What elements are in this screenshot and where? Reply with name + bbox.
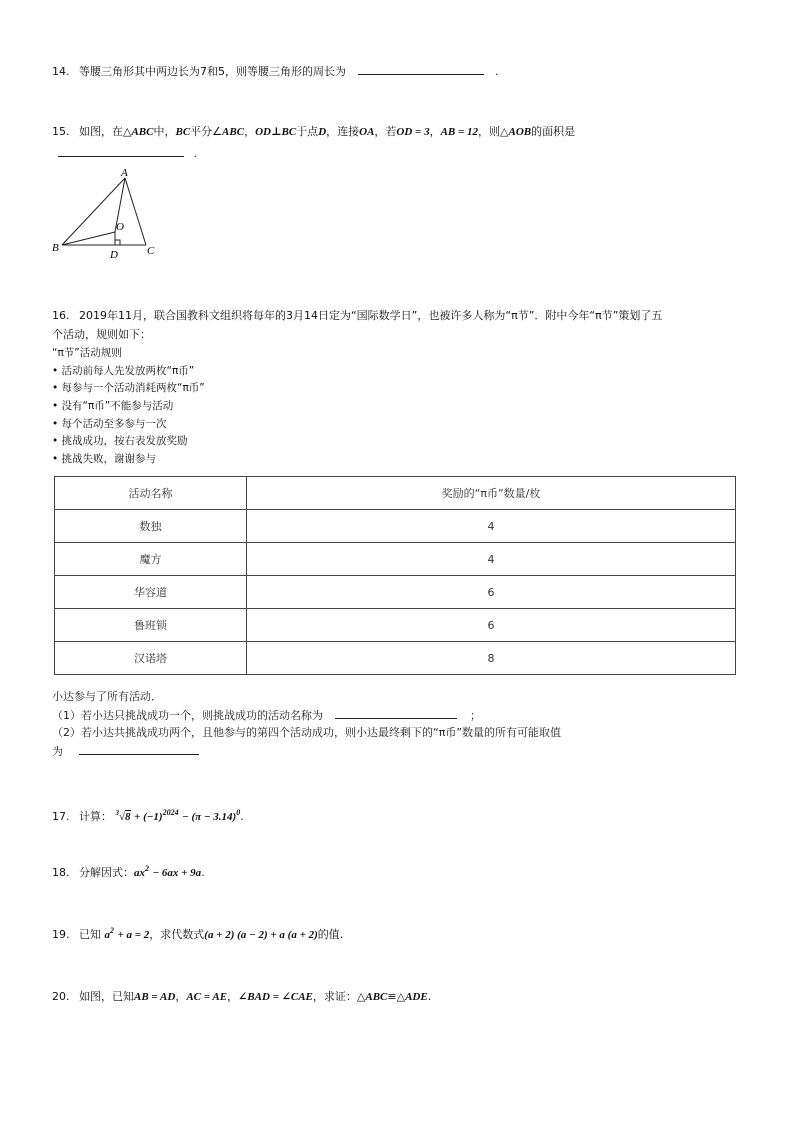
answer-blank[interactable] (79, 744, 199, 755)
question-label: 计算： (79, 810, 112, 823)
activity-name-cell: 数独 (55, 510, 247, 543)
activity-name-cell: 汉诺塔 (55, 642, 247, 675)
rule-item: • 每参与一个活动消耗两枚“π币” (52, 382, 205, 394)
reward-cell: 6 (247, 609, 736, 642)
reward-cell: 4 (247, 543, 736, 576)
question-text: ， (244, 125, 256, 138)
question-text: ， (429, 125, 441, 138)
question-text: ，连接 (326, 125, 360, 138)
question-number: 18. (52, 866, 70, 879)
math-term: AB = AD (134, 991, 176, 1003)
radical-sign: √ (119, 811, 126, 823)
table-header-cell: 活动名称 (55, 477, 247, 510)
question-text: 如图，在△ (79, 125, 132, 138)
rule-item: • 挑战成功，按右表发放奖励 (52, 435, 188, 447)
question-19 (52, 928, 343, 942)
question-15-answer-line (58, 146, 197, 161)
question-end: . (240, 810, 244, 823)
question-15 (52, 125, 575, 139)
question-number: 14. (52, 65, 70, 78)
answer-blank[interactable] (335, 708, 457, 719)
rules-title: “π节”活动规则 (52, 347, 122, 359)
activity-name-cell: 华容道 (55, 576, 247, 609)
math-oa: OA (359, 126, 375, 138)
radicand: 8 (125, 811, 131, 823)
question-number: 15. (52, 125, 70, 138)
math-term: − 6ax + 9a (152, 867, 202, 879)
question-end: . (201, 866, 205, 879)
question-end: . (495, 65, 499, 78)
question-16-statement: 小达参与了所有活动． (52, 690, 162, 703)
question-text: 已知 (79, 928, 101, 941)
segment-ac (125, 178, 146, 245)
math-od-perp: OD⊥BC (255, 126, 297, 138)
exponent: 2 (145, 864, 149, 873)
label-d: D (110, 249, 118, 261)
question-number: 19. (52, 928, 70, 941)
triangle-figure (48, 164, 168, 262)
question-text: ， (175, 990, 187, 1003)
reward-cell: 4 (247, 510, 736, 543)
sub-question-2-line2 (52, 744, 199, 759)
congruence-symbol: ≌△ (387, 990, 406, 1003)
table-row (55, 609, 736, 642)
table-row (55, 510, 736, 543)
math-term: ax (134, 867, 145, 879)
question-number: 17. (52, 810, 70, 823)
math-term: ∠BAD = ∠CAE (238, 991, 313, 1003)
segment-bo (62, 232, 115, 245)
segment-ab (62, 178, 125, 245)
label-c: C (147, 245, 155, 257)
math-od-eq: OD = 3 (396, 126, 430, 138)
answer-blank[interactable] (58, 146, 184, 157)
rule-item: • 挑战失败，谢谢参与 (52, 453, 157, 465)
table-header-cell: 奖励的“π币”数量/枚 (247, 477, 736, 510)
rule-item: • 活动前每人先发放两枚“π币” (52, 365, 195, 377)
table-row (55, 543, 736, 576)
question-label: 分解因式： (79, 866, 134, 879)
sub-question-1 (52, 708, 481, 723)
label-o: O (116, 221, 124, 233)
exponent: 2024 (162, 808, 179, 817)
question-text: 2019年11月，联合国教科文组织将每年的3月14日定为“国际数学日”，也被许多人称为“π节”．附中今年“π节”策划了五 (79, 309, 663, 322)
question-number: 16. (52, 309, 70, 322)
reward-cell: 8 (247, 642, 736, 675)
label-b: B (52, 242, 59, 254)
math-aob: AOB (508, 126, 532, 138)
math-term: ADE (405, 991, 428, 1003)
question-text: 的值. (317, 928, 344, 941)
sub-question-2: （2）若小达共挑战成功两个，且他参与的第四个活动成功，则小达最终剩下的“π币”数量的所有可能取值 (52, 726, 562, 739)
math-expression: (a + 2) (a − 2) + a (a + 2) (204, 929, 318, 941)
math-ab-eq: AB = 12 (440, 126, 479, 138)
table-row (55, 576, 736, 609)
table-row (55, 642, 736, 675)
math-abc: ABC (131, 126, 154, 138)
exponent: 2 (110, 926, 114, 935)
sub-question-end: ； (470, 709, 481, 722)
math-term: a (104, 929, 110, 941)
math-term: + (−1) (134, 811, 163, 823)
question-18 (52, 866, 205, 880)
question-17 (52, 806, 244, 824)
sub-question-text: （1）若小达只挑战成功一个，则挑战成功的活动名称为 (52, 709, 323, 722)
math-term: AC = AE (186, 991, 228, 1003)
question-text: ，则△ (478, 125, 509, 138)
math-term: ABC (365, 991, 388, 1003)
exponent: 0 (236, 808, 241, 817)
question-text: 中， (153, 125, 176, 138)
question-20 (52, 990, 431, 1004)
sub-question-text: 为 (52, 745, 63, 758)
question-text: ，若 (374, 125, 397, 138)
question-text: 平分∠ (190, 125, 223, 138)
question-text: 于点 (296, 125, 319, 138)
rule-item: • 每个活动至多参与一次 (52, 418, 167, 430)
question-16 (52, 309, 662, 323)
question-16-line2: 个活动，规则如下： (52, 328, 151, 341)
question-text: ，求代数式 (149, 928, 205, 941)
right-angle-mark (115, 240, 120, 245)
question-text: ，求证：△ (312, 990, 366, 1003)
question-text: 等腰三角形其中两边长为7和5，则等腰三角形的周长为 (79, 65, 346, 78)
activity-table (54, 476, 736, 675)
question-end: . (193, 147, 197, 160)
question-end: . (427, 990, 432, 1003)
question-text: ， (227, 990, 239, 1003)
math-bc: BC (175, 126, 191, 138)
activity-name-cell: 魔方 (55, 543, 247, 576)
reward-cell: 6 (247, 576, 736, 609)
math-term: + a = 2 (117, 929, 150, 941)
math-abc: ABC (222, 126, 245, 138)
math-d: D (318, 126, 327, 138)
cube-root-index: 3 (115, 809, 119, 817)
question-14 (52, 64, 499, 79)
rule-item: • 没有“π币”不能参与活动 (52, 400, 174, 412)
activity-name-cell: 鲁班锁 (55, 609, 247, 642)
question-text: 的面积是 (531, 125, 576, 138)
question-number: 20. (52, 990, 70, 1003)
answer-blank[interactable] (358, 64, 484, 75)
math-term: − (π − 3.14) (182, 811, 237, 823)
label-a: A (121, 167, 128, 179)
question-text: 如图，已知 (79, 990, 134, 1003)
table-header-row (55, 477, 736, 510)
